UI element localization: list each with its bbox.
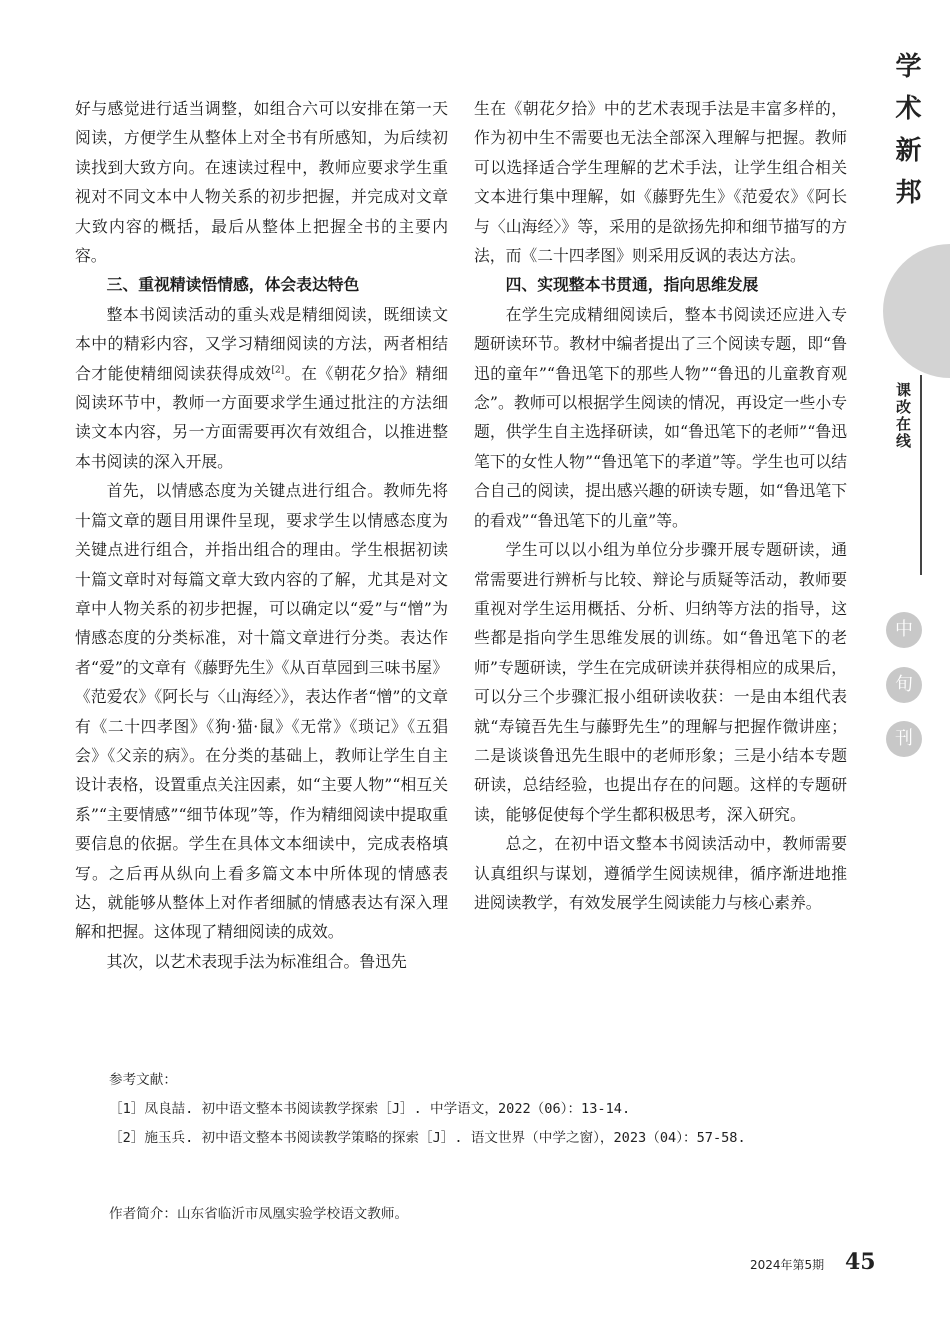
- page-number: 45: [845, 1249, 876, 1275]
- paragraph: [75, 300, 448, 476]
- reference-item: ［2］施玉兵. 初中语文整本书阅读教学策略的探索［J］. 语文世界（中学之窗），2023（04）：57-58.: [109, 1130, 746, 1146]
- issue-label: 2024年第5期: [750, 1258, 825, 1272]
- section-heading: 三、重视精读悟情感，体会表达特色: [106, 275, 360, 295]
- references-heading: 参考文献：: [109, 1072, 177, 1088]
- paragraph: 生在《朝花夕拾》中的艺术表现手法是丰富多样的，作为初中生不需要也无法全部深入理解与把握。教师可以选择适合学生理解的艺术手法，让学生组合相关文本进行集中理解，如《藤野先生》《范爱农》《阿长与〈山海经〉》等，采用的是欲扬先抑和细节描写的方法，而《二十四孝图》则采用反讽的表达方法。: [474, 99, 847, 266]
- paragraph-text: 整本书阅读活动的重头戏是精细阅读，既细读文本中的精彩内容，又学习精细阅读的方法，两者相结合才能使精细阅读获得成效: [75, 304, 448, 383]
- paragraph: 总之，在初中语文整本书阅读活动中，教师需要认真组织与谋划，遵循学生阅读规律，循序渐进地推进阅读教学，有效发展学生阅读能力与核心素养。: [474, 834, 847, 912]
- badge-zhong: 中: [886, 612, 922, 648]
- author-bio: 作者简介：山东省临沂市凤凰实验学校语文教师。: [109, 1206, 409, 1222]
- citation-marker[interactable]: [2]: [271, 365, 285, 376]
- paragraph: 在学生完成精细阅读后，整本书阅读还应进入专题研读环节。教材中编者提出了三个阅读专题，即“鲁迅的童年”“鲁迅笔下的那些人物”“鲁迅的儿童教育观念”。教师可以根据学生阅读的情况，再设定一些小专题，供学生自主选择研读，如“鲁迅笔下的老师”“鲁迅笔下的女性人物”“鲁迅笔下的孝道”等。学生也可以结合自己的阅读，提出感兴趣的研读专题，如“鲁迅笔下的看戏”“鲁迅笔下的儿童”等。: [474, 304, 847, 530]
- badge-kan: 刊: [886, 721, 922, 757]
- side-divider: [920, 375, 922, 575]
- paragraph: 好与感觉进行适当调整，如组合六可以安排在第一天阅读，方便学生从整体上对全书有所感知，为后续初读找到大致方向。在速读过程中，教师应要求学生重视对不同文本中人物关系的初步把握，并完成对文章大致内容的概括，最后从整体上把握全书的主要内容。: [75, 99, 448, 266]
- decorative-circle: [883, 244, 950, 378]
- references: [75, 1066, 850, 1153]
- journal-column-title: 学术新邦: [891, 52, 921, 220]
- right-column: [474, 94, 847, 917]
- section-heading: 四、实现整本书贯通，指向思维发展: [505, 275, 759, 295]
- paragraph: 其次，以艺术表现手法为标准组合。鲁迅先: [106, 951, 407, 971]
- reference-item: ［1］凤良喆. 初中语文整本书阅读教学探索［J］. 中学语文，2022（06）：13-14.: [109, 1101, 631, 1117]
- paragraph: 首先，以情感态度为关键点进行组合。教师先将十篇文章的题目用课件呈现，要求学生以情感态度为关键点进行组合，并指出组合的理由。学生根据初读十篇文章时对每篇文章大致内容的了解，尤其是对文章中人物关系的初步把握，可以确定以“爱”与“憎”为情感态度的分类标准，对十篇文章进行分类。表达作者“爱”的文章有《藤野先生》《从百草园到三味书屋》《范爱农》《阿长与〈山海经〉》，表达作者“憎”的文章有《二十四孝图》《狗·猫·鼠》《无常》《琐记》《五猖会》《父亲的病》。在分类的基础上，教师让学生自主设计表格，设置重点关注因素，如“主要人物”“相互关系”“主要情感”“细节体现”等，作为精细阅读中提取重要信息的依据。学生在具体文本细读中，完成表格填写。之后再从纵向上看多篇文本中所体现的情感表达，就能够从整体上对作者细腻的情感表达有深入理解和把握。这体现了精细阅读的成效。: [75, 481, 448, 942]
- paragraph: 学生可以以小组为单位分步骤开展专题研读，通常需要进行辨析与比较、辩论与质疑等活动，教师要重视对学生运用概括、分析、归纳等方法的指导，这些都是指向学生思维发展的训练。如“鲁迅笔下的老师”专题研读，学生在完成研读并获得相应的成果后，可以分三个步骤汇报小组研读收获：一是由本组代表就“寿镜吾先生与藤野先生”的理解与把握作微讲座；二是谈谈鲁迅先生眼中的老师形象；三是小结本专题研读，总结经验，也提出存在的问题。这样的专题研读，能够促使每个学生都积极思考，深入研究。: [474, 540, 847, 824]
- badge-xun: 旬: [886, 667, 922, 703]
- section-label: 课改在线: [894, 382, 912, 450]
- left-column: [75, 94, 448, 976]
- paragraph-text: 。在《朝花夕拾》精细阅读环节中，教师一方面要求学生通过批注的方法细读文本内容，另一方面需要再次有效组合，以推进整本书阅读的深入开展。: [75, 363, 448, 471]
